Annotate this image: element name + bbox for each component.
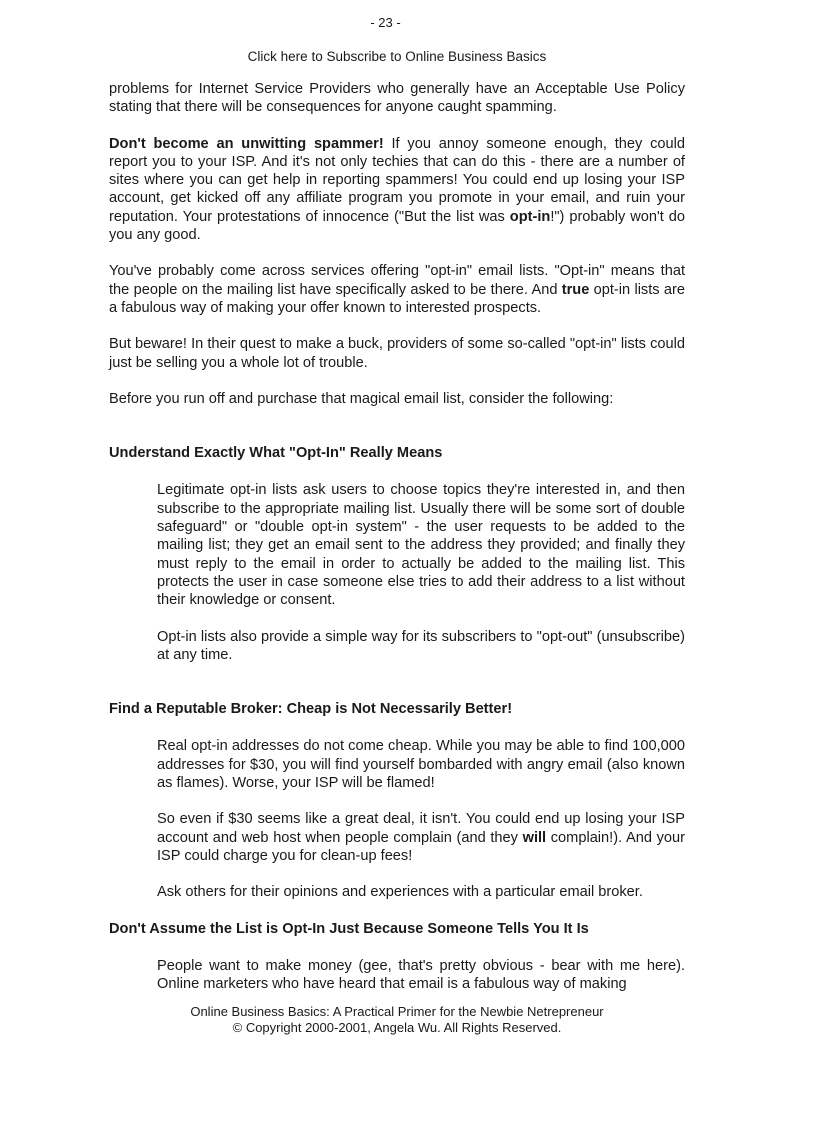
section-heading-broker: Find a Reputable Broker: Cheap is Not Necessarily Better! xyxy=(109,701,513,718)
page-number: - 23 - xyxy=(370,15,401,30)
paragraph: Legitimate opt-in lists ask users to choose topics they're interested in, and then subscribe to the appropriate mailing list. Usually there will be some sort of double safeguard" or "double opt-in system" - the user requests to be added to the mailing list; they get an email sent to the address they provided; and finally they must reply to the email in order to actually be added to the mailing list. This protects the user in case someone else tries to add their address to a list without their knowledge or consent. xyxy=(157,482,685,609)
paragraph: Real opt-in addresses do not come cheap. While you may be able to find 100,000 addresses for $30, you will find yourself bombarded with angry email (also known as flames). Worse, your ISP will be flamed! xyxy=(157,738,685,792)
section-heading-dont-assume: Don't Assume the List is Opt-In Just Because Someone Tells You It Is xyxy=(109,920,589,937)
paragraph xyxy=(157,810,685,865)
page-footer xyxy=(0,1004,794,1036)
text: You've probably come across services offering "opt-in" email lists. "Opt-in" means that the people on the mailing list have specifically asked to be there. And xyxy=(109,263,685,298)
text: complain!). And your ISP could charge you for clean-up fees! xyxy=(157,829,685,864)
paragraph: Ask others for their opinions and experiences with a particular email broker. xyxy=(157,884,643,901)
paragraph-opt-in-services xyxy=(109,262,685,317)
text: If you annoy someone enough, they could report you to your ISP. And it's not only techies that can do this - there are a number of sites where you can get help in reporting spammers! You could end up losing your ISP account, get kicked off any affiliate program you promote in your email, and ruin your reputation. Your protestations of innocence ("But the list was xyxy=(109,135,685,225)
text: So even if $30 seems like a great deal, it isn't. You could end up losing your ISP account and web host when people complain (and they xyxy=(157,811,685,846)
bold-phrase: will xyxy=(522,829,547,846)
paragraph: problems for Internet Service Providers who generally have an Acceptable Use Policy stating that there will be consequences for anyone caught spamming. xyxy=(109,81,685,116)
section-heading-opt-in: Understand Exactly What "Opt-In" Really Means xyxy=(109,445,443,462)
paragraph-unwitting-spammer xyxy=(109,135,685,245)
paragraph: Before you run off and purchase that magical email list, consider the following: xyxy=(109,390,614,407)
footer-copyright: © Copyright 2000-2001, Angela Wu. All Rights Reserved. xyxy=(232,1020,562,1035)
document-body xyxy=(109,80,685,1011)
text: opt-in lists are a fabulous way of making your offer known to interested prospects. xyxy=(109,281,685,316)
paragraph: But beware! In their quest to make a buck, providers of some so-called "opt-in" lists could just be selling you a whole lot of trouble. xyxy=(109,336,685,371)
bold-phrase: Don't become an unwitting spammer! xyxy=(109,135,384,152)
subscribe-link[interactable]: Click here to Subscribe to Online Business Basics xyxy=(247,49,547,64)
footer-title: Online Business Basics: A Practical Primer for the Newbie Netrepreneur xyxy=(190,1004,604,1019)
text: !") probably won't do you any good. xyxy=(109,208,685,244)
bold-phrase: opt-in xyxy=(509,208,551,225)
paragraph: People want to make money (gee, that's pretty obvious - bear with me here). Online marketers who have heard that email is a fabulous way of making xyxy=(157,957,685,993)
bold-phrase: true xyxy=(561,281,590,298)
paragraph: Opt-in lists also provide a simple way for its subscribers to "opt-out" (unsubscribe) at any time. xyxy=(157,628,685,663)
